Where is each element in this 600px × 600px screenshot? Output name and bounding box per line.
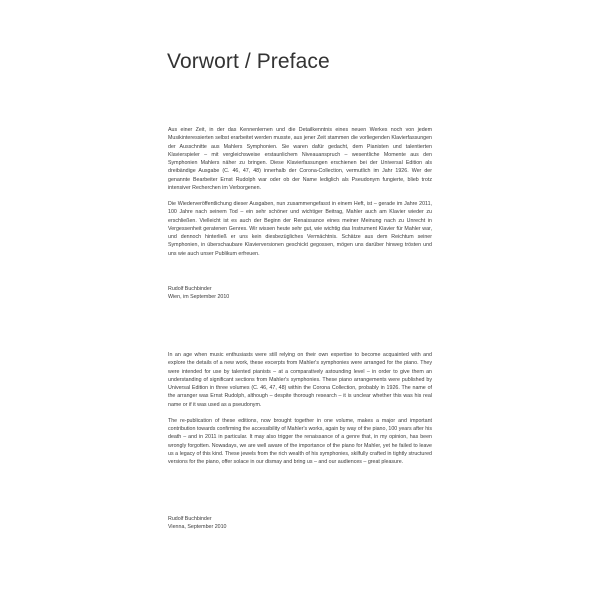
german-signature — [168, 285, 229, 302]
english-signature-place: Vienna, September 2010 — [168, 524, 227, 531]
english-signature-name: Rudolf Buchbinder — [168, 516, 212, 522]
german-paragraph-2: Die Wiederveröffentlichung dieser Ausgaben, nun zusammengefasst in einem Heft, ist – gerade im Jahre 2011, 100 Jahre nach seinem Tod – ein sehr schöner und wichtiger Beitrag, Mahler auch am Klavier wieder zu erschließen. Vielleicht ist es auch der Beginn der Renaissance eines meiner Meinung nach zu Unrecht in Vergessenheit geratenen Genres. Wir wissen heute sehr gut, wie wichtig das Instrument Klavier für Mahler war, und dennoch hinterließ er uns kein diesbezügliches Vermächtnis. Schätze aus dem Reichtum seiner Symphonien, in überschaubare Klavierversionen geschickt gegossen, mögen uns darüber hinweg trösten und uns wie auch unser Publikum erfreuen. — [168, 201, 432, 257]
german-paragraph-1: Aus einer Zeit, in der das Kennenlernen und die Detailkenntnis eines neuen Werkes noch von jedem Musikinteressierten selbst erarbeitet werden musste, aus jener Zeit stammen die vorliegenden Klavierfassungen der Ausschnitte aus Mahlers Symphonien. Sie waren dafür gedacht, dem Pianisten und talentierten Klavierspieler – mit vergleichsweise erstaunlichem Niveauanspruch – wesentliche Momente aus den Symphonien Mahlers näher zu bringen. Diese Klavierfassungen erschienen bei der Universal Edition als dreibändige Ausgabe (C. 46, 47, 48) innerhalb der Corona-Collection, vermutlich im Jahr 1926. Wer der genannte Bearbeiter Ernst Rudolph war oder ob der Name lediglich als Pseudonym fungierte, blieb trotz intensiver Recherchen im Verborgenen. — [168, 127, 432, 191]
german-signature-place: Wien, im September 2010 — [168, 294, 230, 301]
english-paragraph-2: The re-publication of these editions, now brought together in one volume, makes a major and important contribution towards confirming the accessibility of Mahler's works, again by way of the piano, 100 years after his death – and in 2011 in particular. It may also trigger the renaissance of a genre that, in my opinion, has been wrongly forgotten. Nowadays, we are well aware of the importance of the piano for Mahler, yet he failed to leave us a legacy of this kind. These jewels from the rich wealth of his symphonies, skilfully crafted in tightly structured versions for the piano, offer solace in our dismay and bring us – and our audiences – great pleasure. — [168, 417, 432, 465]
english-paragraph-1: In an age when music enthusiasts were still relying on their own expertise to become acquainted with and explore the details of a new work, these excerpts from Mahler's symphonies were arranged for the piano. They were intended for use by talented pianists – at a comparatively astounding level – in order to give them an understanding of significant sections from Mahler's symphonies. These piano arrangements were published by Universal Edition in three volumes (C. 46, 47, 48) within the Corona Collection, probably in 1926. The name of the arranger was Ernst Rudolph, although – despite thorough research – it is unclear whether this was his real name or if it was used as a pseudonym. — [168, 352, 432, 408]
german-preface-text — [168, 126, 432, 266]
english-signature — [168, 515, 227, 532]
english-preface-text — [168, 351, 432, 474]
page-title: Vorwort / Preface — [167, 50, 330, 73]
german-signature-name: Rudolf Buchbinder — [168, 286, 212, 292]
